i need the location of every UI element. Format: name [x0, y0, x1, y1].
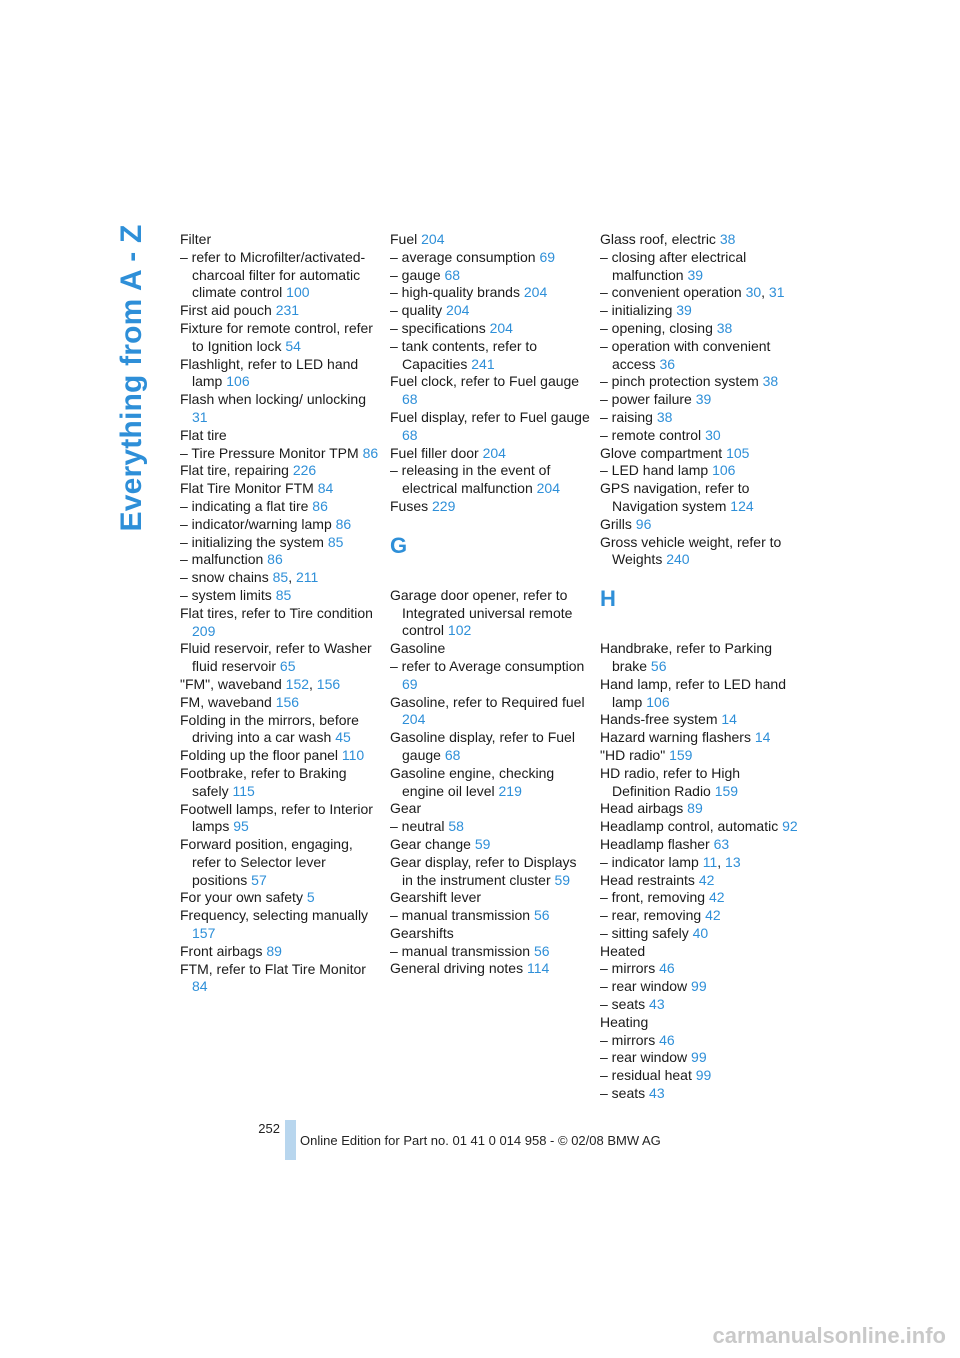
- page-link[interactable]: 11: [702, 853, 718, 870]
- entry-text: – pinch protection system: [600, 373, 759, 390]
- entry-text: – operation with convenient access: [600, 337, 771, 372]
- page-link[interactable]: 85: [275, 586, 292, 603]
- page-link[interactable]: 68: [444, 266, 461, 283]
- index-entry: [180, 676, 380, 694]
- entry-text: Gear display, refer to Displays in the instrument cluster: [390, 853, 577, 888]
- index-entry: [390, 836, 590, 854]
- page-link[interactable]: 43: [649, 1085, 665, 1102]
- page-link[interactable]: 204: [446, 302, 470, 319]
- page-link[interactable]: 39: [676, 302, 692, 319]
- entry-text: For your own safety: [180, 889, 303, 906]
- entry-text: Flat tire: [180, 426, 227, 443]
- index-entry: [600, 925, 800, 943]
- entry-text: – LED hand lamp: [600, 462, 709, 479]
- index-entry: [180, 356, 380, 392]
- index-entry: [390, 907, 590, 925]
- page-link[interactable]: 59: [474, 835, 491, 852]
- page-link[interactable]: 42: [705, 907, 721, 924]
- index-column-1: [180, 231, 380, 996]
- index-entry: [600, 960, 800, 978]
- page-link[interactable]: 54: [285, 337, 301, 354]
- page-link[interactable]: 59: [554, 871, 571, 888]
- entry-text: – refer to Microfilter/activated-charcoal filter for automatic climate control: [180, 248, 366, 301]
- page-link[interactable]: 204: [489, 319, 513, 336]
- entry-text: – quality: [390, 302, 443, 319]
- index-entry: [180, 801, 380, 837]
- page-link[interactable]: 38: [656, 408, 673, 425]
- index-entry: [600, 1032, 800, 1050]
- page-separator: ,: [761, 284, 766, 301]
- page-number: 252: [258, 1121, 280, 1136]
- page-link[interactable]: 106: [712, 462, 736, 479]
- entry-text: – power failure: [600, 391, 692, 408]
- page-link[interactable]: 95: [233, 818, 249, 835]
- page-link[interactable]: 68: [402, 426, 418, 443]
- entry-text: – initializing the system: [180, 533, 324, 550]
- entry-text: Gear change: [390, 835, 471, 852]
- entry-text: – mirrors: [600, 1031, 656, 1048]
- entry-text: – front, removing: [600, 889, 706, 906]
- page-link[interactable]: 38: [762, 373, 779, 390]
- index-entry: [600, 889, 800, 907]
- page-link[interactable]: 43: [649, 996, 665, 1013]
- index-entry: [180, 694, 380, 712]
- page-link[interactable]: 159: [714, 782, 739, 799]
- entry-text: Handbrake, refer to Parking brake: [600, 640, 772, 674]
- index-entry: [390, 498, 590, 516]
- page-link[interactable]: 85: [272, 569, 289, 586]
- page-link[interactable]: 31: [192, 408, 208, 425]
- index-entry: [180, 391, 380, 427]
- page-link[interactable]: 86: [335, 515, 352, 532]
- index-entry: [180, 427, 380, 445]
- entry-text: – Tire Pressure Monitor TPM: [180, 444, 359, 461]
- entry-text: – manual transmission: [390, 907, 531, 924]
- page-link[interactable]: 100: [286, 284, 310, 301]
- page-link[interactable]: 86: [362, 444, 379, 461]
- index-entry: [390, 445, 590, 463]
- entry-text: Gasoline, refer to Required fuel: [390, 693, 585, 710]
- entry-text: – specifications: [390, 319, 486, 336]
- index-entry: [600, 818, 800, 836]
- page-link[interactable]: 156: [316, 675, 341, 692]
- page-link[interactable]: 99: [691, 978, 707, 995]
- page-link[interactable]: 84: [192, 978, 208, 995]
- index-entry: [390, 640, 590, 658]
- index-entry: [390, 889, 590, 907]
- page-link[interactable]: 102: [447, 622, 472, 639]
- entry-text: Head airbags: [600, 800, 684, 817]
- entry-text: Footbrake, refer to Braking safely: [180, 764, 347, 799]
- page-link[interactable]: 63: [713, 835, 730, 852]
- index-entry: [600, 427, 800, 445]
- index-entry: [180, 961, 380, 997]
- index-entry: [600, 996, 800, 1014]
- entry-text: – snow chains: [180, 569, 269, 586]
- index-entry: [600, 872, 800, 890]
- entry-text: – residual heat: [600, 1067, 692, 1084]
- page-link[interactable]: 56: [650, 657, 667, 674]
- index-entry: [600, 534, 800, 570]
- page-link[interactable]: 106: [226, 373, 250, 390]
- entry-text: – initializing: [600, 302, 673, 319]
- entry-text: Glove compartment: [600, 444, 723, 461]
- entry-text: Heated: [600, 942, 646, 959]
- index-entry: [600, 391, 800, 409]
- index-entry: [180, 320, 380, 356]
- page-link[interactable]: 204: [402, 711, 426, 728]
- entry-text: – sitting safely: [600, 924, 689, 941]
- page-link[interactable]: 68: [444, 746, 461, 763]
- entry-text: FM, waveband: [180, 693, 272, 710]
- index-entry: [600, 836, 800, 854]
- index-entry: [390, 800, 590, 818]
- page-link[interactable]: 30: [705, 426, 721, 443]
- page-link[interactable]: 86: [312, 497, 328, 514]
- index-entry: [600, 516, 800, 534]
- index-entry: [600, 676, 800, 712]
- footer-bar: [285, 1120, 296, 1160]
- page-link[interactable]: 99: [695, 1067, 712, 1084]
- entry-text: Gearshift lever: [390, 889, 482, 906]
- index-entry: [390, 960, 590, 978]
- index-entry: [390, 729, 590, 765]
- index-entry: [600, 1049, 800, 1067]
- page-link[interactable]: 36: [659, 355, 676, 372]
- entry-text: Head restraints: [600, 871, 695, 888]
- entry-text: Gasoline: [390, 640, 446, 657]
- entry-text: GPS navigation, refer to Navigation system: [600, 480, 750, 514]
- entry-text: – refer to Average consumption: [390, 657, 585, 674]
- index-entry: [390, 587, 590, 640]
- page-link[interactable]: 65: [279, 658, 296, 675]
- entry-text: Forward position, engaging, refer to Selector lever positions: [180, 836, 353, 888]
- index-entry: [390, 925, 590, 943]
- entry-text: Fixture for remote control, refer to Ignition lock: [180, 319, 373, 354]
- page-separator: ,: [288, 569, 293, 586]
- index-entry: [600, 284, 800, 302]
- index-entry: [180, 889, 380, 907]
- entry-text: Hand lamp, refer to LED hand lamp: [600, 675, 786, 710]
- page-link[interactable]: 89: [687, 800, 703, 817]
- entry-text: FTM, refer to Flat Tire Monitor: [180, 960, 366, 977]
- index-entry: [180, 907, 380, 943]
- index-entry: [390, 231, 590, 249]
- page-link[interactable]: 30: [745, 284, 762, 301]
- entry-text: – convenient operation: [600, 284, 742, 301]
- index-column-2: [390, 231, 590, 978]
- page-link[interactable]: 39: [687, 266, 704, 283]
- entry-text: Flashlight, refer to LED hand lamp: [180, 355, 359, 390]
- index-entry: [180, 943, 380, 961]
- page-separator: ,: [717, 853, 722, 870]
- index-entry: [180, 569, 380, 587]
- page-link[interactable]: 114: [526, 960, 550, 977]
- entry-text: – system limits: [180, 586, 272, 603]
- entry-text: Folding in the mirrors, before driving into a car wash: [180, 711, 359, 746]
- index-entry: [180, 640, 380, 676]
- entry-text: Fuel display, refer to Fuel gauge: [390, 408, 590, 425]
- index-entry: [180, 605, 380, 641]
- entry-text: First aid pouch: [180, 302, 272, 319]
- index-entry: [180, 747, 380, 765]
- index-entry: [390, 373, 590, 409]
- page-link[interactable]: 124: [730, 497, 754, 514]
- index-entry: [390, 694, 590, 730]
- entry-text: Frequency, selecting manually: [180, 907, 369, 924]
- page-link[interactable]: 110: [341, 747, 365, 764]
- page-link[interactable]: 69: [539, 248, 556, 265]
- index-entry: [390, 658, 590, 694]
- entry-text: – seats: [600, 996, 646, 1013]
- index-entry: [180, 462, 380, 480]
- index-entry: [180, 587, 380, 605]
- entry-text: Footwell lamps, refer to Interior lamps: [180, 800, 373, 835]
- index-entry: [390, 249, 590, 267]
- entry-text: Fuses: [390, 497, 429, 514]
- index-entry: [390, 462, 590, 498]
- entry-text: – raising: [600, 408, 653, 425]
- page-separator: ,: [309, 675, 313, 692]
- index-entry: [180, 249, 380, 302]
- index-entry: [600, 1067, 800, 1085]
- page-link[interactable]: 69: [402, 675, 418, 692]
- index-entry: [390, 765, 590, 801]
- page-link[interactable]: 45: [335, 729, 351, 746]
- page-link[interactable]: 96: [635, 515, 652, 532]
- entry-text: Heating: [600, 1013, 649, 1030]
- page-link[interactable]: 14: [754, 729, 771, 746]
- page-link[interactable]: 56: [533, 942, 550, 959]
- entry-text: Flat tire, repairing: [180, 462, 289, 479]
- page-link[interactable]: 204: [421, 231, 445, 247]
- entry-text: Gasoline display, refer to Fuel gauge: [390, 729, 575, 763]
- entry-text: Flat Tire Monitor FTM: [180, 480, 314, 497]
- page-link[interactable]: 46: [659, 1031, 675, 1048]
- page-link[interactable]: 211: [295, 569, 319, 586]
- index-entry: [600, 765, 800, 801]
- entry-text: Folding up the floor panel: [180, 747, 338, 764]
- index-column-3: [600, 231, 800, 1103]
- entry-text: Gear: [390, 800, 422, 817]
- page-link[interactable]: 152: [285, 675, 310, 692]
- index-entry: [180, 231, 380, 249]
- index-entry: [600, 373, 800, 391]
- index-entry: [600, 338, 800, 374]
- index-entry: [180, 480, 380, 498]
- section-letter: G: [390, 532, 408, 558]
- page-link[interactable]: 204: [523, 284, 548, 301]
- index-entry: [600, 640, 800, 676]
- index-entry: [600, 800, 800, 818]
- entry-text: Fuel: [390, 231, 418, 247]
- index-entry: [600, 320, 800, 338]
- entry-text: Hands-free system: [600, 711, 718, 728]
- index-entry: [600, 747, 800, 765]
- page-link[interactable]: 115: [232, 782, 255, 799]
- entry-text: – rear window: [600, 1049, 688, 1066]
- page-link[interactable]: 85: [327, 533, 344, 550]
- watermark: carmanualsonline.info: [712, 1323, 946, 1348]
- entry-text: HD radio, refer to High Definition Radio: [600, 764, 741, 799]
- side-title-text: Everything from A - Z: [115, 224, 148, 532]
- index-entry: [180, 445, 380, 463]
- page-link[interactable]: 46: [659, 960, 675, 977]
- page-link[interactable]: 14: [721, 711, 737, 728]
- entry-text: – tank contents, refer to Capacities: [390, 337, 538, 372]
- entry-text: Front airbags: [180, 942, 263, 959]
- entry-text: – malfunction: [180, 551, 264, 568]
- entry-text: Gross vehicle weight, refer to Weights: [600, 533, 782, 568]
- page-link[interactable]: 99: [691, 1049, 707, 1066]
- entry-text: Fluid reservoir, refer to Washer fluid reservoir: [180, 640, 372, 675]
- page-link[interactable]: 204: [536, 480, 560, 497]
- page-link[interactable]: 58: [448, 818, 464, 835]
- section-letter: H: [600, 586, 616, 612]
- entry-text: – opening, closing: [600, 319, 713, 336]
- page-link[interactable]: 38: [719, 231, 736, 247]
- page-link[interactable]: 219: [498, 782, 522, 799]
- index-entry: [600, 462, 800, 480]
- index-entry: [600, 854, 800, 872]
- page-link[interactable]: 209: [192, 622, 216, 639]
- entry-text: – indicating a flat tire: [180, 497, 309, 514]
- entry-text: Grills: [600, 515, 632, 532]
- entry-text: Garage door opener, refer to Integrated universal remote control: [390, 586, 573, 639]
- index-entry: [180, 516, 380, 534]
- page-link[interactable]: 231: [275, 302, 300, 319]
- entry-text: – mirrors: [600, 960, 656, 977]
- entry-text: – gauge: [390, 266, 441, 283]
- entry-text: Filter: [180, 231, 212, 247]
- index-entry: [390, 943, 590, 961]
- entry-text: Gasoline engine, checking engine oil level: [390, 764, 555, 799]
- page-link[interactable]: 86: [267, 551, 283, 568]
- entry-text: – rear, removing: [600, 907, 702, 924]
- index-entry: [390, 302, 590, 320]
- entry-text: Headlamp control, automatic: [600, 818, 779, 835]
- entry-text: – neutral: [390, 818, 445, 835]
- index-entry: [600, 445, 800, 463]
- index-entry: [180, 551, 380, 569]
- index-entry: [390, 338, 590, 374]
- entry-text: – releasing in the event of electrical malfunction: [390, 462, 551, 497]
- index-entry: [600, 978, 800, 996]
- page-link[interactable]: 240: [666, 551, 690, 568]
- page-link[interactable]: 204: [482, 444, 506, 461]
- entry-text: "HD radio": [600, 746, 666, 763]
- page-link[interactable]: 56: [533, 907, 550, 924]
- page-link[interactable]: 92: [782, 818, 798, 835]
- entry-text: Fuel clock, refer to Fuel gauge: [390, 373, 580, 390]
- page-link[interactable]: 106: [646, 693, 670, 710]
- page-link[interactable]: 105: [726, 444, 750, 461]
- page-link[interactable]: 226: [292, 462, 317, 479]
- entry-text: – manual transmission: [390, 942, 531, 959]
- index-entry: [600, 231, 800, 249]
- page-link[interactable]: 159: [669, 746, 693, 763]
- entry-text: – indicator lamp: [600, 853, 699, 870]
- entry-text: "FM", waveband: [180, 675, 282, 692]
- index-entry: [390, 267, 590, 285]
- page-link[interactable]: 31: [768, 284, 785, 301]
- page-link[interactable]: 42: [708, 889, 725, 906]
- page-link[interactable]: 39: [695, 391, 712, 408]
- footer-edition-text: Online Edition for Part no. 01 41 0 014 958 - © 02/08 BMW AG: [300, 1133, 661, 1148]
- entry-text: – closing after electrical malfunction: [600, 248, 747, 283]
- page-link[interactable]: 40: [692, 924, 709, 941]
- entry-text: – rear window: [600, 978, 688, 995]
- page-link[interactable]: 156: [275, 693, 300, 710]
- page-link[interactable]: 84: [317, 480, 334, 497]
- index-entry: [600, 1014, 800, 1032]
- index-entry: [600, 729, 800, 747]
- index-entry: [180, 534, 380, 552]
- index-entry: [180, 765, 380, 801]
- entry-text: General driving notes: [390, 960, 524, 977]
- page-link[interactable]: 42: [698, 871, 715, 888]
- entry-text: Gearshifts: [390, 924, 454, 941]
- side-title: [112, 224, 152, 532]
- entry-text: Hazard warning flashers: [600, 729, 751, 746]
- index-entry: [180, 302, 380, 320]
- page-link[interactable]: 241: [471, 355, 495, 372]
- entry-text: Flash when locking/ unlocking: [180, 391, 366, 408]
- page-link[interactable]: 13: [725, 853, 741, 870]
- index-entry: [390, 284, 590, 302]
- entry-text: Fuel filler door: [390, 444, 479, 461]
- entry-text: – seats: [600, 1085, 646, 1102]
- index-entry: [180, 498, 380, 516]
- page-link[interactable]: 229: [432, 497, 456, 514]
- index-entry: [390, 818, 590, 836]
- index-entry: [390, 320, 590, 338]
- page-link[interactable]: 57: [251, 871, 267, 888]
- entry-text: – indicator/warning lamp: [180, 515, 332, 532]
- entry-text: Flat tires, refer to Tire condition: [180, 604, 373, 621]
- entry-text: – average consumption: [390, 248, 536, 265]
- index-entry: [180, 836, 380, 889]
- index-entry: [600, 249, 800, 285]
- index-entry: [600, 1085, 800, 1103]
- page-link[interactable]: 68: [402, 391, 418, 408]
- index-entry: [600, 302, 800, 320]
- entry-text: – high-quality brands: [390, 284, 520, 301]
- index-entry: [390, 409, 590, 445]
- entry-text: – remote control: [600, 426, 702, 443]
- index-entry: [600, 480, 800, 516]
- page-link[interactable]: 89: [266, 942, 282, 959]
- page-link[interactable]: 5: [306, 889, 315, 906]
- page-link[interactable]: 38: [716, 319, 733, 336]
- index-entry: [600, 409, 800, 427]
- index-entry: [600, 943, 800, 961]
- index-entry: [600, 907, 800, 925]
- page-link[interactable]: 157: [192, 925, 216, 942]
- entry-text: Headlamp flasher: [600, 835, 710, 852]
- entry-text: Glass roof, electric: [600, 231, 716, 247]
- index-entry: [390, 854, 590, 890]
- index-entry: [180, 712, 380, 748]
- index-entry: [600, 711, 800, 729]
